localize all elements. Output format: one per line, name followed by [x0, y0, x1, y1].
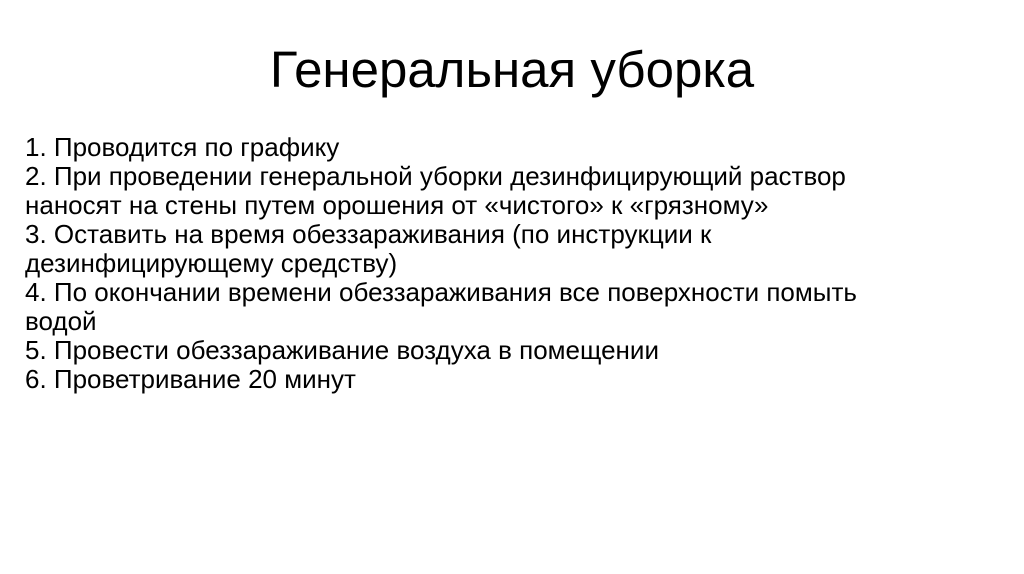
slide-title: Генеральная уборка — [269, 41, 755, 98]
list-item-3: 3. Оставить на время обеззараживания (по инструкции к дезинфицирующему средству) — [25, 219, 712, 278]
list-item-5: 5. Провести обеззараживание воздуха в помещении — [25, 335, 659, 365]
list-item-4: 4. По окончании времени обеззараживания все поверхности помыть водой — [25, 277, 857, 336]
list-item-1: 1. Проводится по графику — [25, 132, 340, 162]
list-item-6: 6. Проветривание 20 минут — [25, 364, 356, 394]
slide-body-list — [25, 133, 887, 394]
list-item-2: 2. При проведении генеральной уборки дезинфицирующий раствор наносят на стены путем орошения от «чистого» к «грязному» — [25, 161, 846, 220]
